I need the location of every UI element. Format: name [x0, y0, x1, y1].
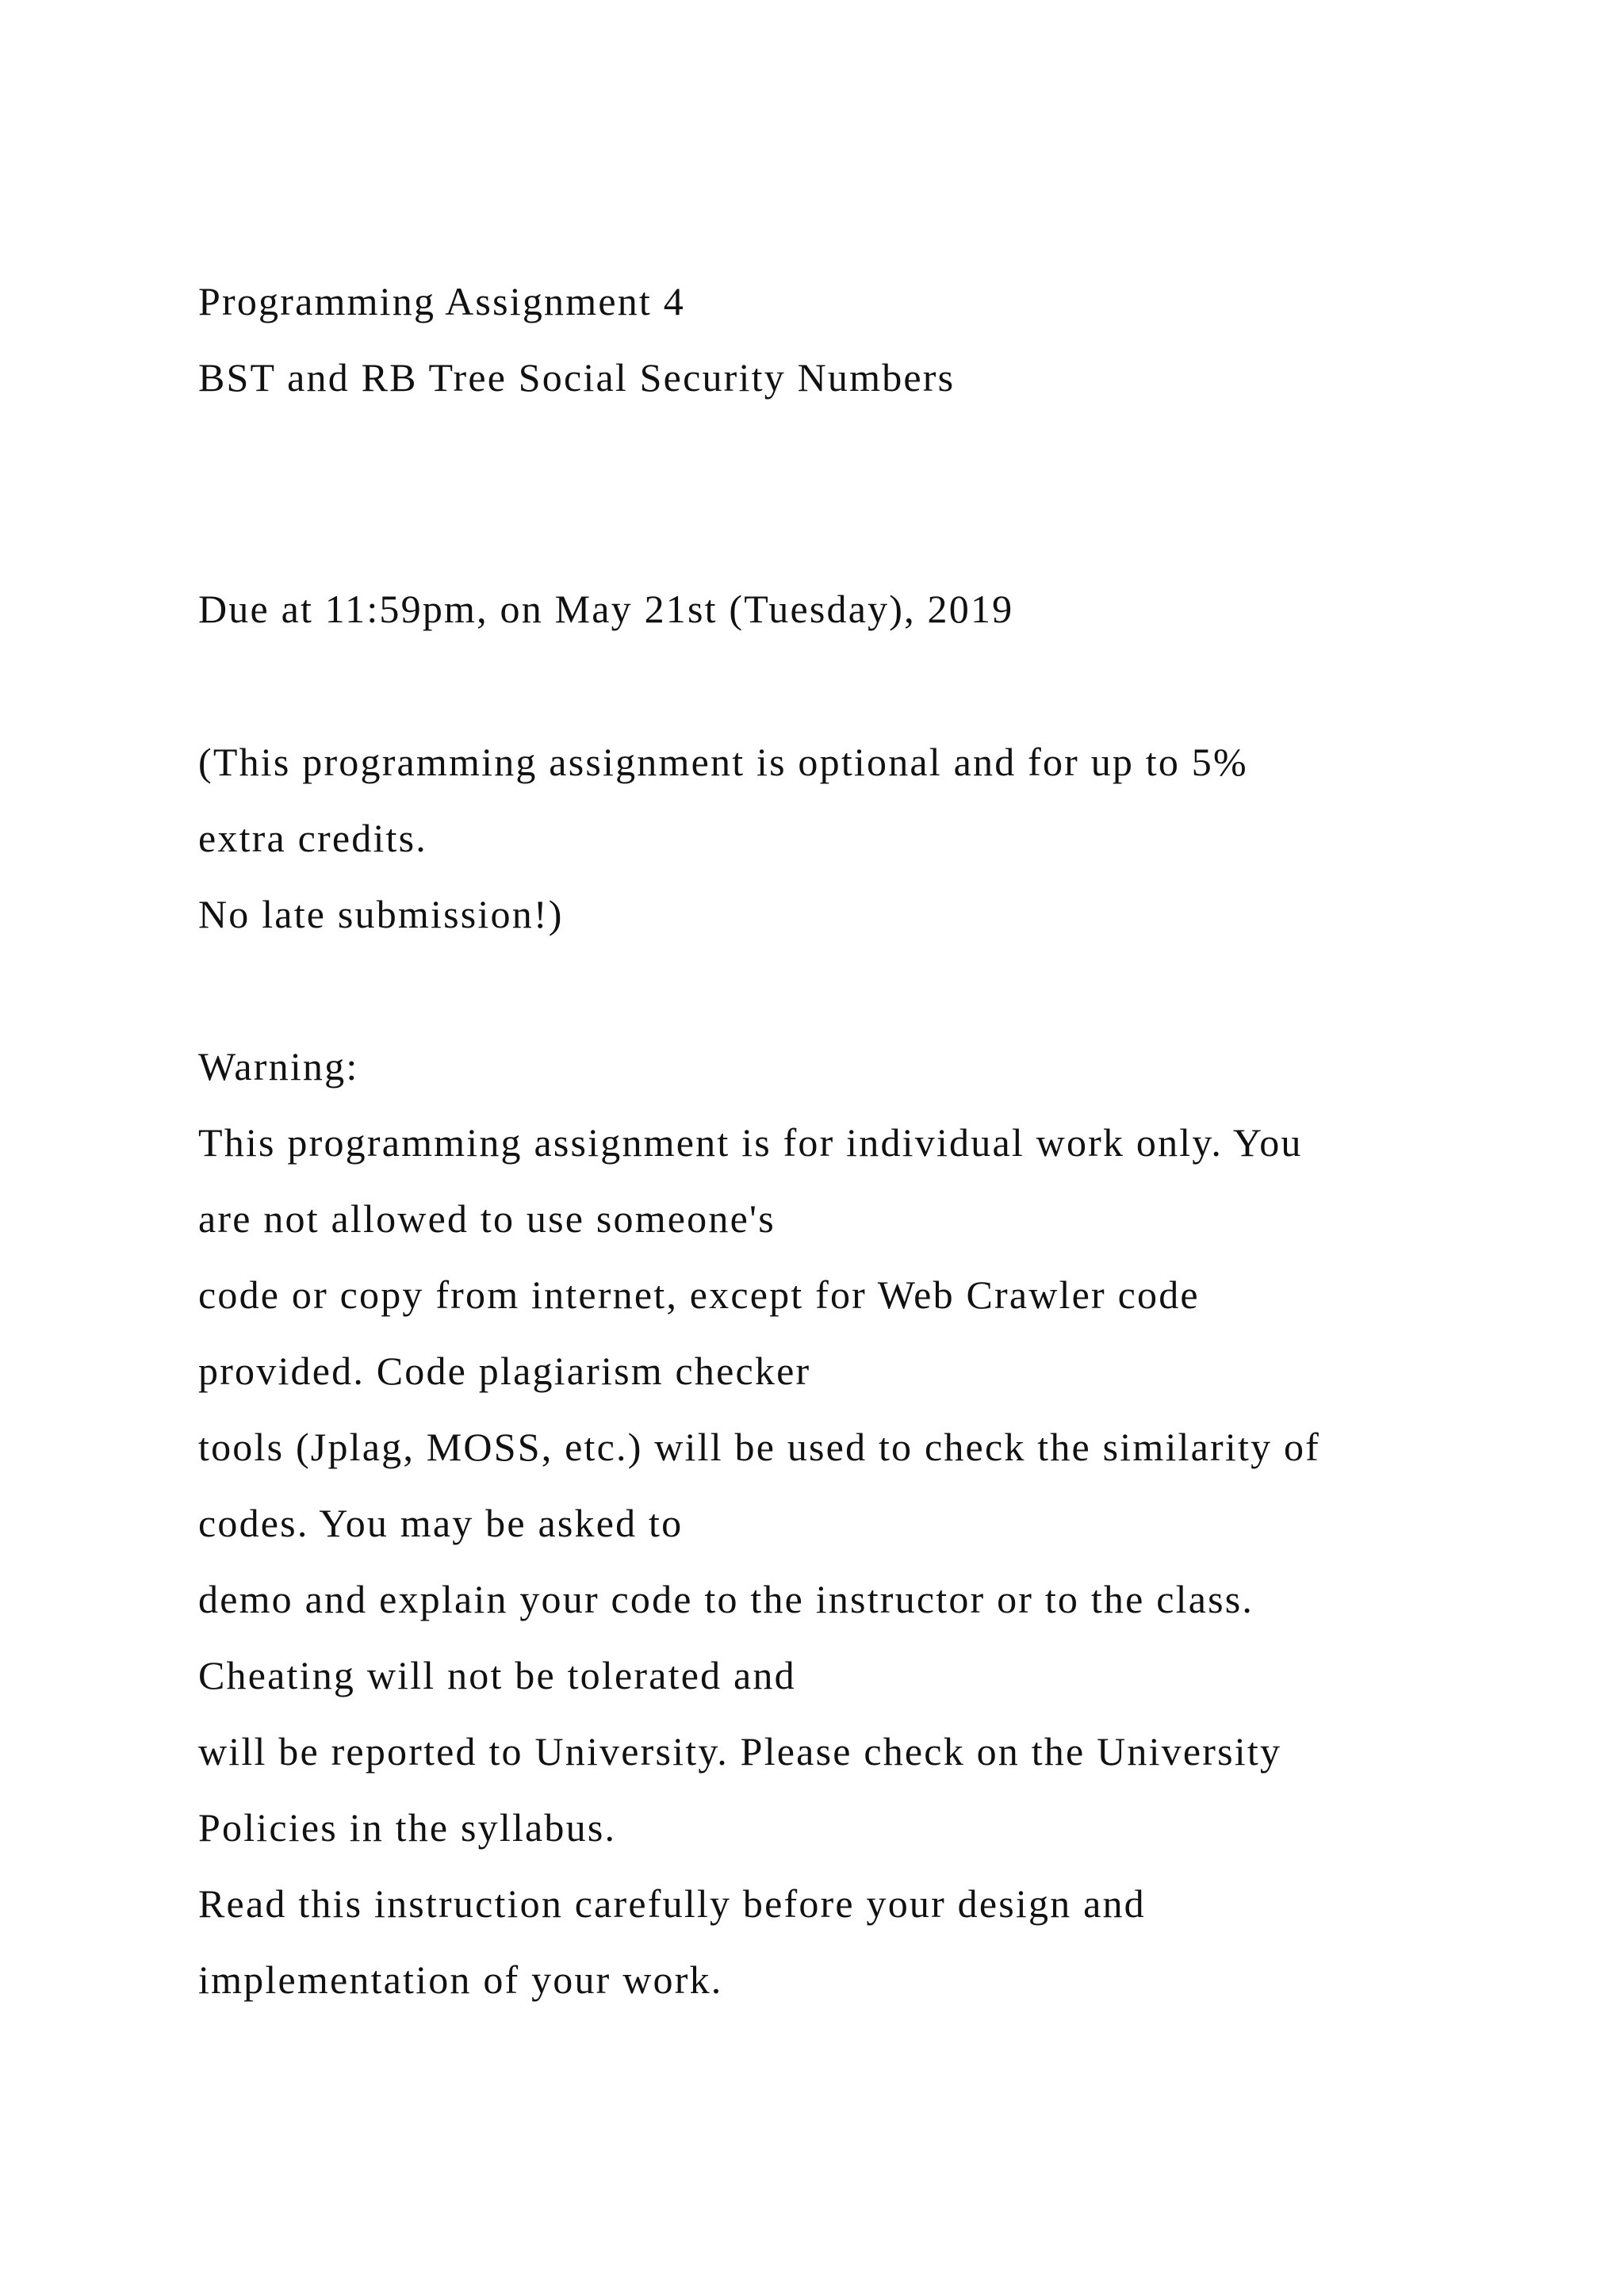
warning-heading: Warning: — [198, 1044, 359, 1089]
instruction-line-1: Read this instruction carefully before your design and — [198, 1881, 1146, 1926]
warning-text-line-10: Policies in the syllabus. — [198, 1805, 617, 1850]
warning-text-line-3: code or copy from internet, except for Web Crawler code — [198, 1272, 1200, 1317]
instruction-line-2: implementation of your work. — [198, 1957, 723, 2002]
warning-text-line-4: provided. Code plagiarism checker — [198, 1349, 811, 1393]
assignment-title: Programming Assignment 4 — [198, 279, 685, 323]
warning-text-line-9: will be reported to University. Please check on the University — [198, 1729, 1282, 1774]
warning-text-line-7: demo and explain your code to the instructor or to the class. — [198, 1577, 1254, 1621]
warning-text-line-2: are not allowed to use someone's — [198, 1196, 776, 1241]
assignment-subtitle: BST and RB Tree Social Security Numbers — [198, 355, 956, 400]
due-date-line: Due at 11:59pm, on May 21st (Tuesday), 2019 — [198, 587, 1014, 631]
optional-note-line-1: (This programming assignment is optional and for up to 5% — [198, 740, 1248, 784]
warning-text-line-5: tools (Jplag, MOSS, etc.) will be used to check the similarity of — [198, 1425, 1321, 1469]
optional-note-line-3: No late submission!) — [198, 892, 564, 936]
warning-text-line-8: Cheating will not be tolerated and — [198, 1653, 796, 1697]
warning-text-line-6: codes. You may be asked to — [198, 1501, 684, 1545]
optional-note-line-2: extra credits. — [198, 816, 428, 860]
warning-text-line-1: This programming assignment is for individual work only. You — [198, 1120, 1303, 1165]
